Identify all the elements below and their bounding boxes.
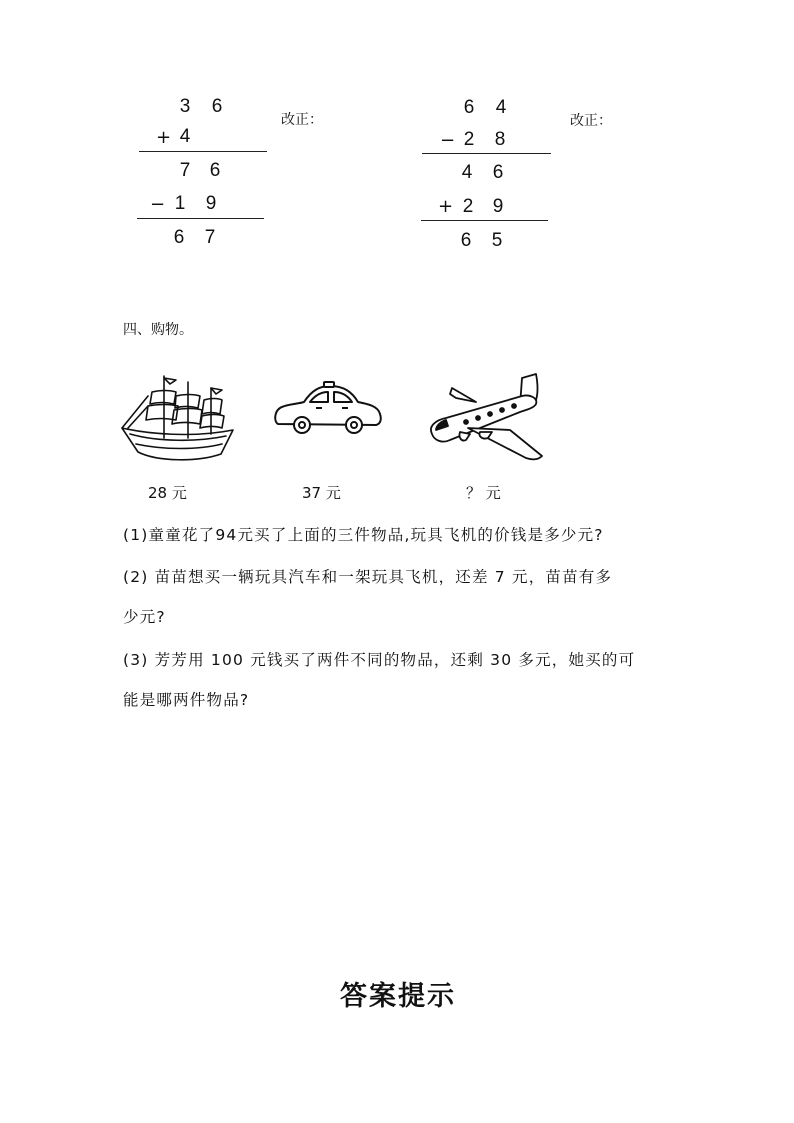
calc2-digit: 2 [462,196,474,217]
calc1-line-1 [139,151,267,152]
calc2-digit: 6 [463,97,475,118]
calc1-operator: + [156,127,172,148]
answer-title: 答案提示 [340,981,456,1012]
calc2-operator: + [438,196,454,217]
calc1-digit: 6 [209,160,221,181]
calc2-digit: 2 [463,129,475,150]
section-title: 四、购物。 [123,322,193,338]
price-sailboat: 28 元 [148,484,187,502]
question-3-line-1: (3) 芳芳用 100 元钱买了两件不同的物品，还剩 30 多元，她买的可 [123,651,636,669]
calc2-line-1 [422,153,551,154]
calc2-digit: 8 [494,129,506,150]
price-car: 37 元 [302,484,341,502]
calc1-digit: 1 [174,193,186,214]
calc2-digit: 5 [491,230,503,251]
calc1-digit: 6 [211,96,223,117]
calc1-line-2 [137,218,264,219]
calc1-digit: 4 [179,126,191,147]
airplane-icon [426,374,546,464]
question-2-line-1: (2) 苗苗想买一辆玩具汽车和一架玩具飞机，还差 7 元，苗苗有多 [123,568,613,586]
calc2-digit: 6 [460,230,472,251]
calc1-digit: 9 [205,193,217,214]
calc2-line-2 [421,220,548,221]
correction-label-1: 改正： [281,112,323,128]
calc1-digit: 7 [179,160,191,181]
calc2-digit: 4 [461,162,473,183]
calc2-operator: − [440,130,456,151]
question-2-line-2: 少元? [123,608,166,626]
calc2-digit: 6 [492,162,504,183]
question-1: (1)童童花了94元买了上面的三件物品,玩具飞机的价钱是多少元? [123,526,604,544]
calc1-digit: 7 [204,227,216,248]
calc2-digit: 9 [492,196,504,217]
calc1-digit: 3 [179,96,191,117]
price-airplane: ？ 元 [466,484,501,502]
toy-car-icon [272,382,384,440]
calc2-digit: 4 [495,97,507,118]
question-3-line-2: 能是哪两件物品? [123,691,250,709]
correction-label-2: 改正： [570,113,612,129]
calc1-operator: − [150,194,166,215]
sailboat-icon [118,370,248,466]
calc1-digit: 6 [173,227,185,248]
